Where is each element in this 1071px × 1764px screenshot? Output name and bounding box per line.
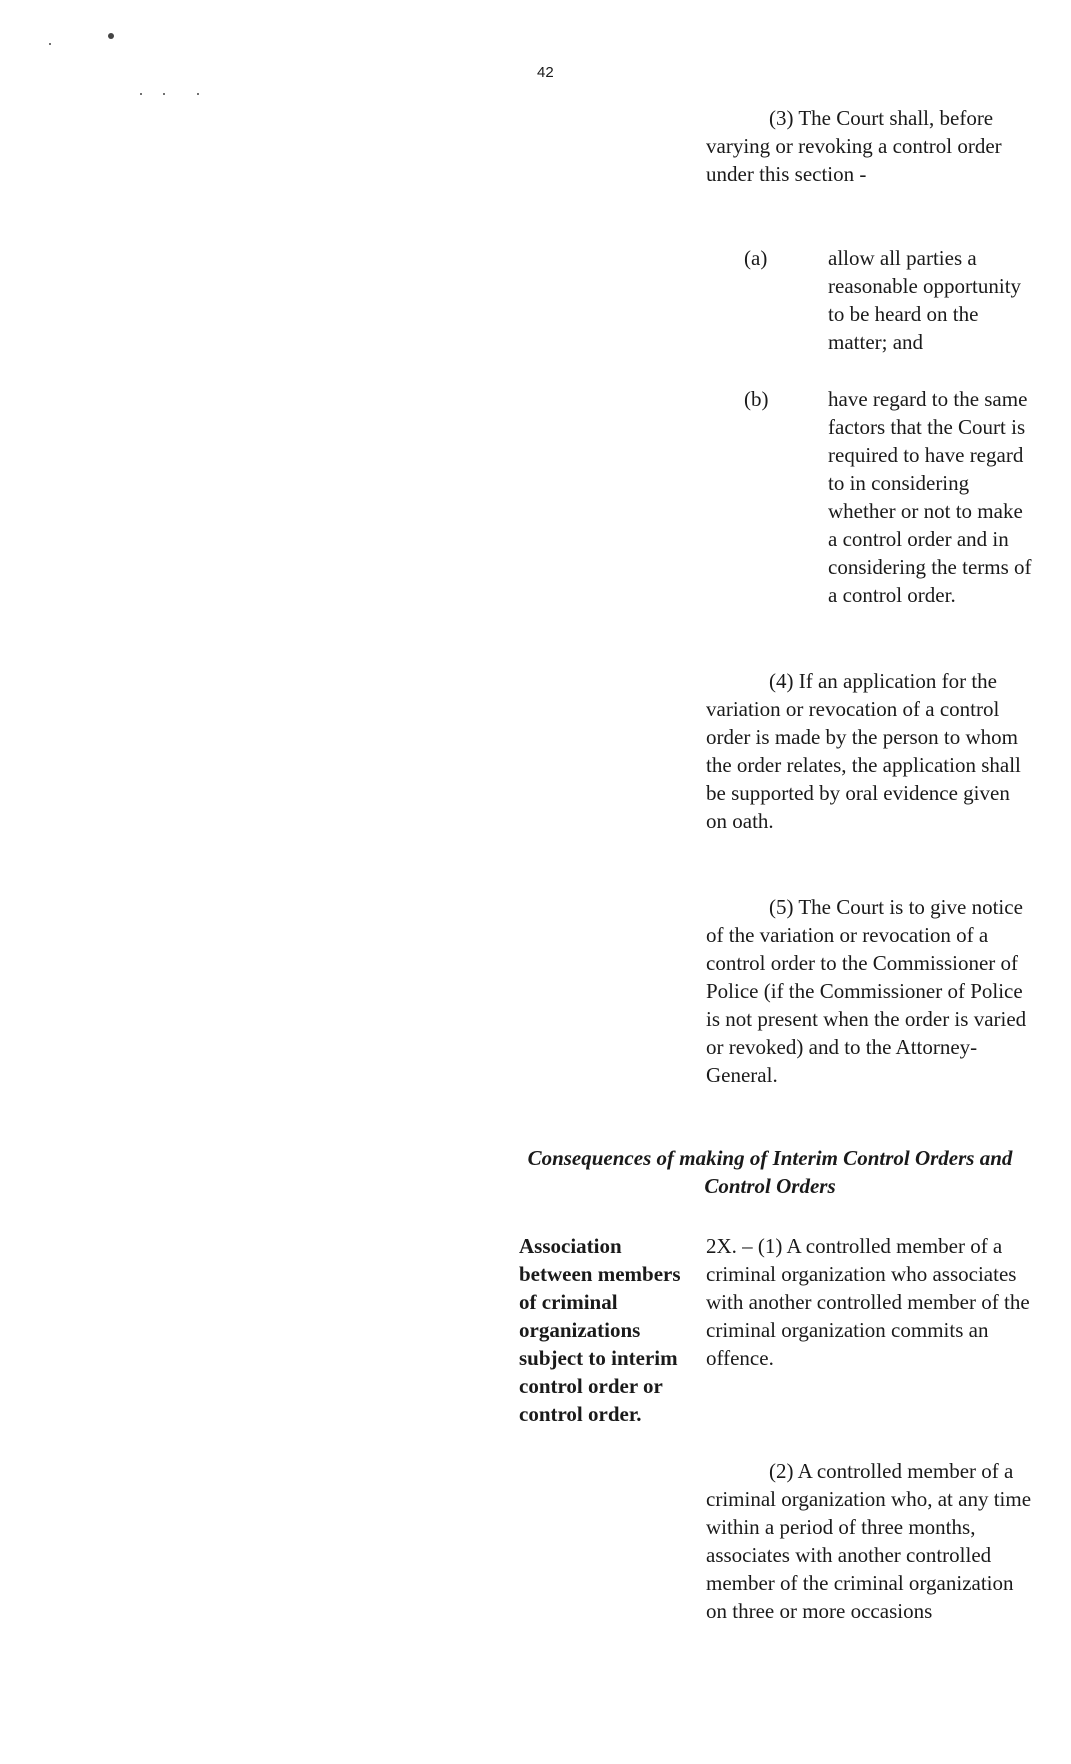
item-text: have regard to the same factors that the Court is required to have regard to in considering whether or not to make a control order and in considering the terms of a control order.: [828, 387, 1032, 607]
subsection-3-item-b: [706, 385, 1036, 609]
scan-speck: [140, 93, 142, 95]
item-label: (b): [744, 387, 769, 411]
scan-speck: [197, 93, 199, 95]
subsection-5-text: (5) The Court is to give notice of the variation or revocation of a control order to the Commissioner of Police (if the Commissioner of Police is not present when the order is varied or revoked) and to the Attorney-General.: [706, 895, 1027, 1087]
section-2x-subsection-2-block: [706, 1457, 1036, 1625]
section-2x-subsection-1: 2X. – (1) A controlled member of a criminal organization who associates with another controlled member of the criminal organization commits an offence.: [706, 1234, 1030, 1370]
list-item: [744, 385, 1036, 609]
page-number: 42: [537, 64, 554, 81]
scan-speck: [49, 43, 51, 45]
subsection-5-block: [706, 893, 1036, 1089]
section-heading: Consequences of making of Interim Control Orders and Control Orders: [527, 1146, 1013, 1198]
section-2x-subsection-2: (2) A controlled member of a criminal organization who, at any time within a period of three months, associates with another controlled member of the criminal organization on three or more occasions: [706, 1459, 1032, 1623]
item-label: (a): [744, 246, 768, 270]
subsection-3-item-a: [706, 244, 1036, 356]
subsection-3-block: [706, 104, 1036, 188]
subsection-4-block: [706, 667, 1036, 835]
subsection-4-text: (4) If an application for the variation or revocation of a control order is made by the person to whom the order relates, the application shall be supported by oral evidence given on oath.: [706, 669, 1021, 833]
margin-note: Association between members of criminal organizations subject to interim control order or control order.: [519, 1234, 681, 1426]
subsection-3-intro: (3) The Court shall, before varying or revoking a control order under this section -: [706, 106, 1002, 186]
section-2x-subsection-1-block: [706, 1232, 1036, 1372]
list-item: [744, 244, 1036, 356]
item-text: allow all parties a reasonable opportunity to be heard on the matter; and: [828, 246, 1022, 354]
scan-speck: [108, 33, 114, 39]
scan-speck: [163, 93, 165, 95]
